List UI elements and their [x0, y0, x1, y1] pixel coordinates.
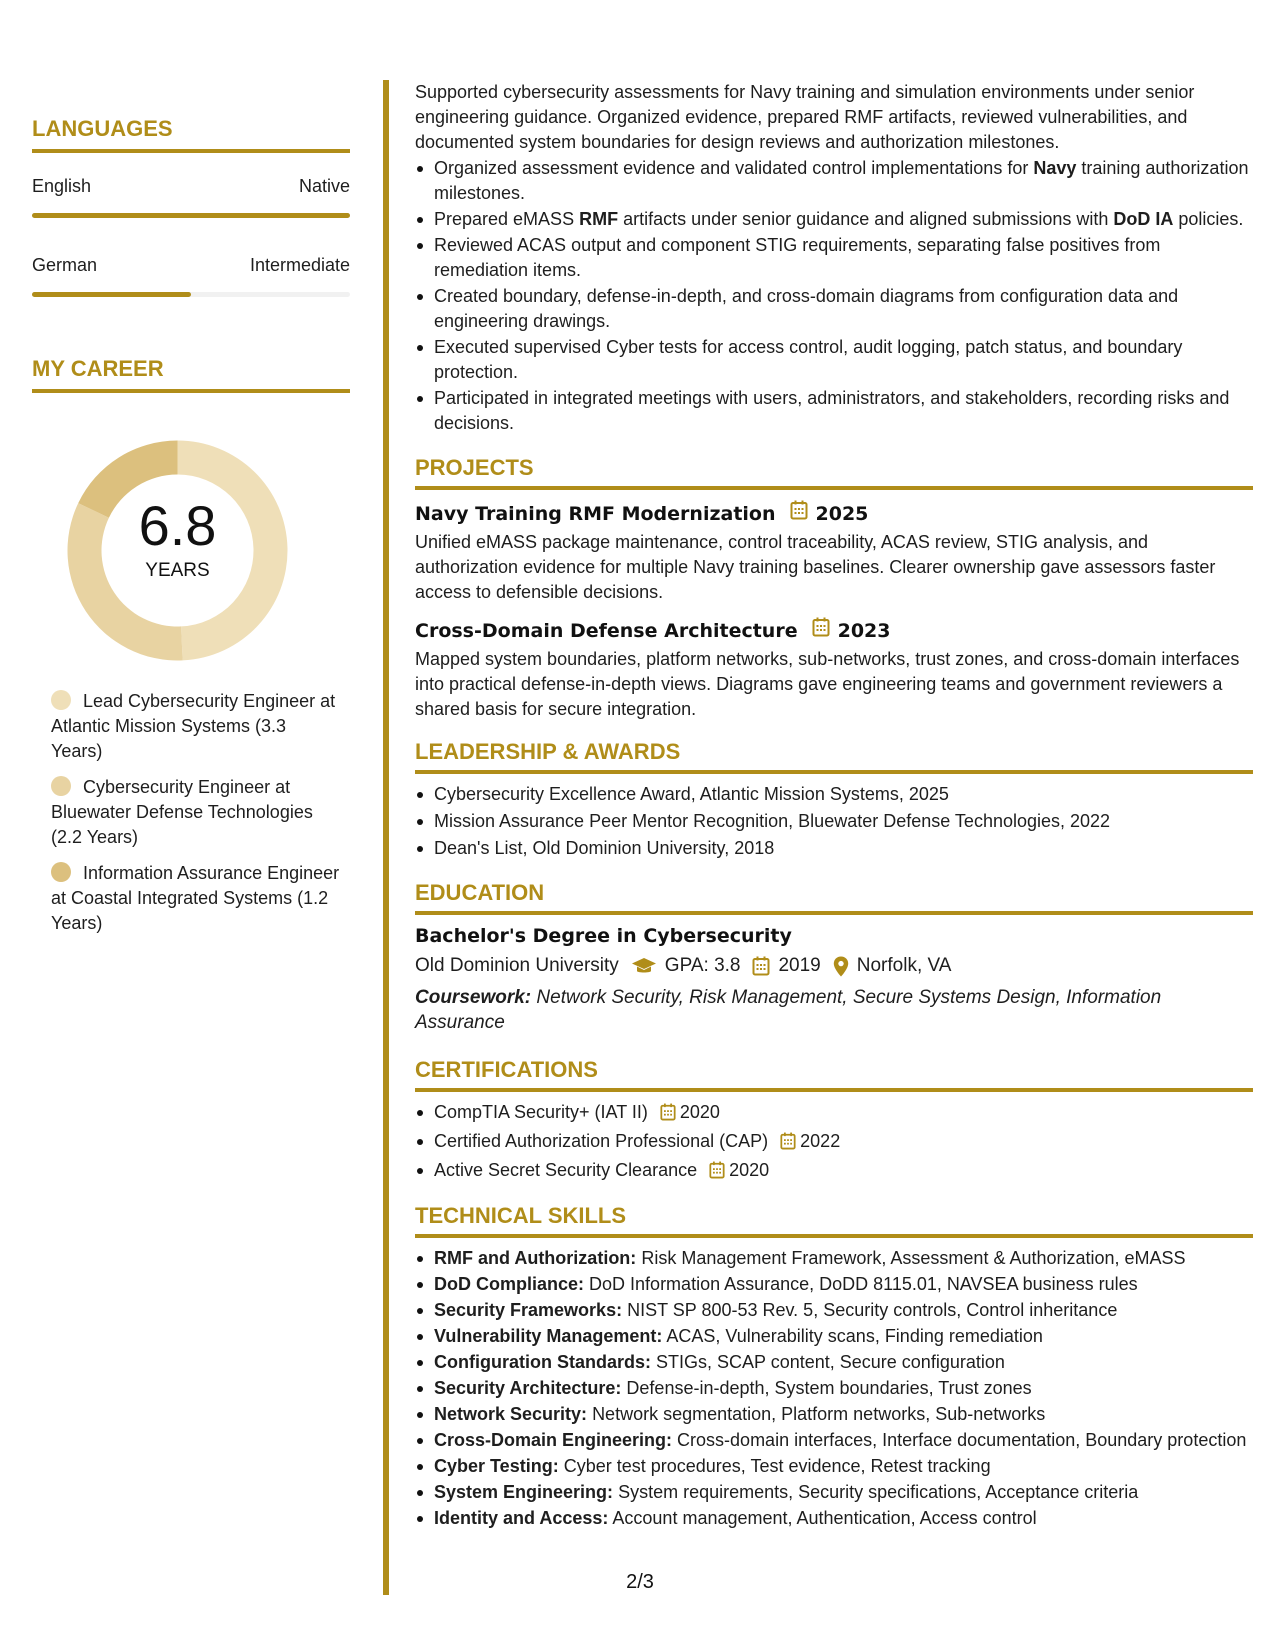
calendar-icon	[752, 956, 770, 976]
experience-bullet	[415, 156, 1253, 206]
language-proficiency-bar	[32, 292, 350, 297]
certifications-rule	[415, 1088, 1253, 1092]
coursework-list: Network Security, Risk Management, Secure Systems Design, Information Assurance	[415, 987, 1162, 1033]
bullet-bold: RMF	[579, 209, 619, 229]
projects-rule	[415, 486, 1253, 490]
legend-label: Cybersecurity Engineer at Bluewater Defense Technologies (2.2 Years)	[51, 777, 313, 847]
skills-rule	[415, 1234, 1253, 1238]
project-name: Cross-Domain Defense Architecture	[415, 619, 798, 642]
career-legend-item	[51, 775, 341, 850]
award-item: Dean's List, Old Dominion University, 2018	[415, 836, 1253, 861]
legend-color-dot	[51, 862, 71, 882]
certification-item	[415, 1129, 1253, 1157]
skill-item	[415, 1376, 1253, 1401]
experience-bullets	[415, 156, 1253, 436]
bullet-text: Created boundary, defense-in-depth, and cross-domain diagrams from configuration data and engineering drawings.	[434, 286, 1179, 331]
award-item: Cybersecurity Excellence Award, Atlantic Mission Systems, 2025	[415, 782, 1253, 807]
languages-rule	[32, 149, 350, 153]
skill-value: NIST SP 800-53 Rev. 5, Security controls, Control inheritance	[627, 1300, 1118, 1320]
career-years-label: YEARS	[145, 560, 210, 581]
certification-year: 2020	[729, 1160, 770, 1180]
language-name: German	[32, 255, 98, 275]
bullet-text: Reviewed ACAS output and component STIG requirements, separating false positives from remediation items.	[434, 235, 1161, 280]
gpa: GPA: 3.8	[664, 955, 741, 976]
school-name: Old Dominion University	[415, 955, 619, 976]
certifications-title: CERTIFICATIONS	[415, 1057, 598, 1082]
certification-item	[415, 1100, 1253, 1128]
bullet-text: policies.	[1173, 209, 1244, 229]
career-section	[32, 356, 350, 393]
skill-label: Security Frameworks:	[434, 1300, 623, 1320]
skill-value: Network segmentation, Platform networks, Sub-networks	[592, 1404, 1046, 1424]
calendar-icon	[660, 1103, 676, 1128]
award-item: Mission Assurance Peer Mentor Recognition, Bluewater Defense Technologies, 2022	[415, 809, 1253, 834]
awards-list	[415, 782, 1253, 861]
project-year: 2025	[815, 502, 869, 525]
certification-name: Active Secret Security Clearance	[434, 1160, 698, 1180]
certifications-section	[415, 1057, 1253, 1186]
skill-value: Risk Management Framework, Assessment & Authorization, eMASS	[641, 1248, 1186, 1268]
skill-label: Vulnerability Management:	[434, 1326, 663, 1346]
skill-value: Cyber test procedures, Test evidence, Retest tracking	[563, 1456, 991, 1476]
bullet-text: artifacts under senior guidance and aligned submissions with	[618, 209, 1114, 229]
legend-label: Lead Cybersecurity Engineer at Atlantic Mission Systems (3.3 Years)	[51, 691, 336, 761]
coursework-label: Coursework:	[415, 987, 532, 1008]
languages-title: LANGUAGES	[32, 116, 173, 141]
experience-bullet	[415, 284, 1253, 334]
school-location: Norfolk, VA	[856, 955, 952, 976]
career-legend-item	[51, 689, 341, 764]
certification-year: 2020	[679, 1102, 720, 1122]
skill-value: System requirements, Security specifications, Acceptance criteria	[618, 1482, 1139, 1502]
education-title: EDUCATION	[415, 880, 545, 905]
experience-bullet	[415, 207, 1253, 232]
skills-title: TECHNICAL SKILLS	[415, 1203, 627, 1228]
language-proficiency-bar	[32, 213, 350, 218]
project-description: Mapped system boundaries, platform networks, sub-networks, trust zones, and cross-domain interfaces into practical defense-in-depth views. Diagrams gave engineering teams and government reviewers a shared basis for secure integration.	[415, 649, 1240, 719]
education-rule	[415, 911, 1253, 915]
calendar-icon	[812, 617, 830, 644]
project-item	[415, 500, 1253, 605]
skill-value: Defense-in-depth, System boundaries, Trust zones	[626, 1378, 1032, 1398]
skill-item	[415, 1350, 1253, 1375]
language-level: Intermediate	[249, 255, 350, 275]
career-total-years: 6.8	[138, 494, 217, 557]
experience-section	[415, 80, 1253, 436]
column-divider	[383, 80, 389, 1595]
language-item	[32, 175, 350, 218]
projects-section	[415, 455, 1253, 722]
projects-title: PROJECTS	[415, 455, 534, 480]
calendar-icon	[790, 500, 808, 527]
skill-item	[415, 1428, 1253, 1453]
legend-label: Information Assurance Engineer at Coastal Integrated Systems (1.2 Years)	[51, 863, 340, 933]
skill-item	[415, 1246, 1253, 1271]
skill-label: Cross-Domain Engineering:	[434, 1430, 673, 1450]
education-details	[415, 952, 1253, 980]
skill-value: STIGs, SCAP content, Secure configuration	[656, 1352, 1005, 1372]
bullet-text: Executed supervised Cyber tests for access control, audit logging, patch status, and boundary protection.	[434, 337, 1183, 382]
skill-item	[415, 1272, 1253, 1297]
graduation-year: 2019	[778, 955, 821, 976]
language-proficiency-fill	[32, 292, 191, 297]
project-year: 2023	[837, 619, 891, 642]
main-content	[415, 80, 1253, 1531]
legend-color-dot	[51, 690, 71, 710]
project-item	[415, 617, 1253, 722]
calendar-icon	[780, 1132, 796, 1157]
skill-item	[415, 1480, 1253, 1505]
skill-label: System Engineering:	[434, 1482, 614, 1502]
skill-value: Cross-domain interfaces, Interface documentation, Boundary protection	[677, 1430, 1247, 1450]
certifications-list	[415, 1100, 1253, 1186]
bullet-text: training authorization milestones.	[434, 158, 1249, 203]
graduation-cap-icon	[631, 957, 657, 975]
calendar-icon	[709, 1161, 725, 1186]
legend-color-dot	[51, 776, 71, 796]
awards-section	[415, 739, 1253, 861]
location-pin-icon	[833, 956, 849, 977]
bullet-text: Participated in integrated meetings with users, administrators, and stakeholders, recording risks and decisions.	[434, 388, 1230, 433]
skill-item	[415, 1402, 1253, 1427]
certification-year: 2022	[800, 1131, 841, 1151]
skill-value: DoD Information Assurance, DoDD 8115.01, NAVSEA business rules	[589, 1274, 1138, 1294]
skill-item	[415, 1454, 1253, 1479]
skill-label: Security Architecture:	[434, 1378, 622, 1398]
awards-rule	[415, 770, 1253, 774]
experience-bullet	[415, 386, 1253, 436]
skill-label: RMF and Authorization:	[434, 1248, 637, 1268]
bullet-bold: Navy	[1033, 158, 1077, 178]
career-donut-chart	[65, 438, 290, 663]
degree-title: Bachelor's Degree in Cybersecurity	[415, 925, 792, 947]
certification-name: Certified Authorization Professional (CAP)	[434, 1131, 769, 1151]
experience-bullet	[415, 233, 1253, 283]
certification-name: CompTIA Security+ (IAT II)	[434, 1102, 648, 1122]
skill-label: Configuration Standards:	[434, 1352, 651, 1372]
coursework	[415, 985, 1253, 1035]
language-proficiency-fill	[32, 213, 350, 218]
bullet-text: Prepared eMASS	[434, 209, 580, 229]
skill-label: Network Security:	[434, 1404, 588, 1424]
language-name: English	[32, 176, 92, 196]
page-number: 2/3	[626, 1571, 654, 1593]
bullet-text: Organized assessment evidence and validated control implementations for	[434, 158, 1034, 178]
awards-title: LEADERSHIP & AWARDS	[415, 739, 681, 764]
skill-label: Identity and Access:	[434, 1508, 609, 1528]
skill-value: Account management, Authentication, Access control	[612, 1508, 1037, 1528]
project-name: Navy Training RMF Modernization	[415, 502, 776, 525]
skills-section	[415, 1203, 1253, 1531]
skill-label: Cyber Testing:	[434, 1456, 559, 1476]
skill-label: DoD Compliance:	[434, 1274, 585, 1294]
language-item	[32, 254, 350, 297]
education-section	[415, 880, 1253, 1035]
skills-list	[415, 1246, 1253, 1531]
skill-item	[415, 1298, 1253, 1323]
project-description: Unified eMASS package maintenance, control traceability, ACAS review, STIG analysis, and authorization evidence for multiple Navy training baselines. Clearer ownership gave assessors faster access to defensible decisions.	[415, 532, 1216, 602]
language-level: Native	[298, 176, 350, 196]
career-legend-item	[51, 861, 341, 936]
career-title: MY CAREER	[32, 356, 164, 381]
skill-item	[415, 1324, 1253, 1349]
experience-bullet	[415, 335, 1253, 385]
career-rule	[32, 389, 350, 393]
languages-section	[32, 116, 350, 297]
certification-item	[415, 1158, 1253, 1186]
experience-summary: Supported cybersecurity assessments for Navy training and simulation environments under senior engineering guidance. Organized evidence, prepared RMF artifacts, reviewed vulnerabilities, and documented system boundaries for design reviews and authorization milestones.	[415, 82, 1195, 152]
skill-value: ACAS, Vulnerability scans, Finding remediation	[666, 1326, 1043, 1346]
skill-item	[415, 1506, 1253, 1531]
bullet-bold: DoD IA	[1113, 209, 1174, 229]
